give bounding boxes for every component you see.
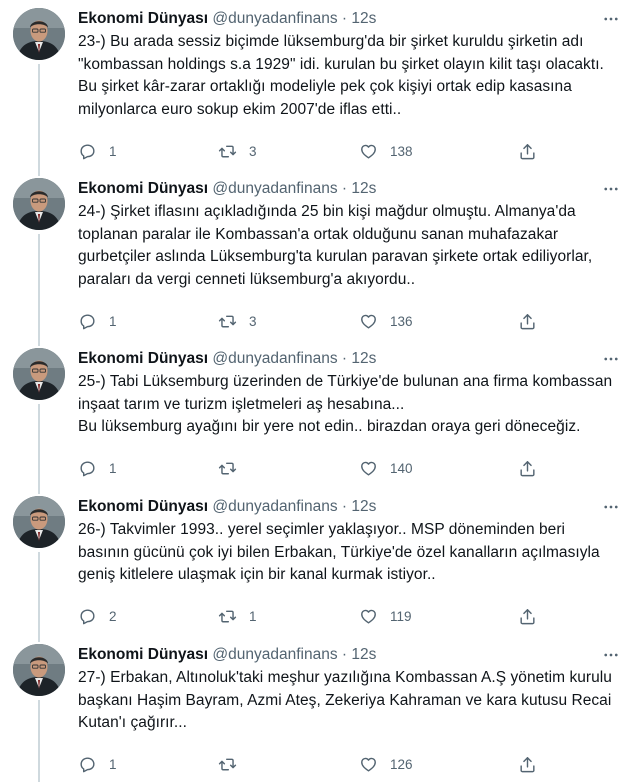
- author-handle[interactable]: @dunyadanfinans: [212, 10, 338, 27]
- tweet-header: [78, 8, 376, 30]
- thread-line: [38, 552, 40, 636]
- tweet-timestamp[interactable]: 12s: [351, 350, 377, 367]
- thread-line: [38, 488, 40, 494]
- reply-button[interactable]: [78, 605, 117, 629]
- reply-button[interactable]: [78, 753, 117, 777]
- tweet-text-line: Bu lüksemburg ayağını bir yere not edin.. birazdan oraya geri döneceğiz.: [78, 418, 581, 435]
- tweet-timestamp[interactable]: 12s: [351, 10, 377, 27]
- avatar[interactable]: [13, 348, 65, 400]
- tweet-text-line: milyonlarca euro sokup ekim 2007'de iflas etti..: [78, 100, 402, 118]
- tweet-text-line: başkanı Haşim Bayram, Azmi Ateş, Zekeriya Kahraman ve kara kutusu Recai: [78, 691, 612, 709]
- author-name[interactable]: Ekonomi Dünyası: [78, 498, 209, 515]
- tweet-actions: [78, 457, 618, 481]
- author-handle[interactable]: @dunyadanfinans: [212, 646, 338, 663]
- like-button[interactable]: [359, 139, 413, 163]
- thread-line: [38, 170, 40, 176]
- like-icon: [359, 607, 378, 626]
- tweet[interactable]: [0, 170, 635, 340]
- like-icon: [359, 459, 378, 478]
- author-name[interactable]: Ekonomi Dünyası: [78, 350, 209, 367]
- share-icon: [518, 142, 537, 161]
- reply-button[interactable]: [78, 139, 117, 163]
- share-button[interactable]: [518, 457, 537, 481]
- tweet-text-line: Kutan'ı çağırır...: [78, 714, 187, 731]
- like-icon: [359, 755, 378, 774]
- reply-count: 1: [109, 461, 117, 476]
- reply-icon: [78, 607, 97, 626]
- like-icon: [359, 312, 378, 331]
- thread-line: [38, 636, 40, 642]
- share-button[interactable]: [518, 139, 537, 163]
- like-count: 136: [390, 313, 413, 329]
- tweet-actions: [78, 139, 618, 163]
- separator-dot: ·: [341, 646, 348, 663]
- separator-dot: ·: [341, 350, 348, 367]
- tweet-text-line: basının gücünü çok iyi bilen Erbakan, Türkiye'de özel kanalların açılmasıyla: [78, 543, 600, 561]
- retweet-count: 1: [249, 609, 257, 624]
- author-handle[interactable]: @dunyadanfinans: [212, 350, 338, 367]
- retweet-button[interactable]: [218, 309, 257, 333]
- retweet-button[interactable]: [218, 753, 249, 777]
- tweet[interactable]: [0, 340, 635, 488]
- retweet-button[interactable]: [218, 605, 257, 629]
- thread-line: [38, 234, 40, 340]
- author-handle[interactable]: @dunyadanfinans: [212, 498, 338, 515]
- more-options-icon[interactable]: [601, 645, 621, 665]
- author-name[interactable]: Ekonomi Dünyası: [78, 180, 209, 197]
- like-count: 119: [390, 609, 412, 624]
- retweet-button[interactable]: [218, 139, 257, 163]
- retweet-icon: [218, 142, 237, 161]
- tweet-timestamp[interactable]: 12s: [351, 180, 377, 197]
- avatar[interactable]: [13, 8, 65, 60]
- tweet-text-line: toplanan paralar ile Kombassan'a ortak olduğunu sanan muhafazakar: [78, 225, 559, 243]
- like-button[interactable]: [359, 605, 412, 629]
- retweet-button[interactable]: [218, 457, 249, 481]
- tweet-actions: [78, 309, 618, 333]
- tweet-text-line: gurbetçiler aslında Lüksemburg'ta kurulan paravan şirkete ortak ediliyorlar,: [78, 248, 593, 265]
- tweet-header: [78, 496, 376, 518]
- like-count: 138: [390, 143, 413, 159]
- tweet-timestamp[interactable]: 12s: [351, 646, 377, 663]
- more-options-icon[interactable]: [601, 179, 621, 199]
- like-count: 126: [390, 757, 413, 772]
- like-button[interactable]: [359, 753, 413, 777]
- more-options-icon[interactable]: [601, 497, 621, 517]
- share-button[interactable]: [518, 753, 537, 777]
- tweet-actions: [78, 605, 618, 629]
- author-name[interactable]: Ekonomi Dünyası: [78, 646, 209, 663]
- separator-dot: ·: [341, 180, 348, 197]
- tweet-header: [78, 644, 376, 666]
- reply-icon: [78, 755, 97, 774]
- share-button[interactable]: [518, 309, 537, 333]
- tweet-text: [78, 201, 623, 291]
- tweet-header: [78, 348, 376, 370]
- reply-count: 1: [109, 757, 117, 772]
- tweet-timestamp[interactable]: 12s: [351, 498, 377, 515]
- tweet-text-line: 25-) Tabi Lüksemburg üzerinden de Türkiye'de bulunan ana firma kombassan: [78, 373, 613, 390]
- tweet-text-line: 26-) Takvimler 1993.. yerel seçimler yaklaşıyor.. MSP döneminden beri: [78, 521, 566, 538]
- retweet-count: 3: [249, 143, 257, 159]
- tweet-text-line: inşaat tarım ve turizm işletmeleri aş hesabına...: [78, 395, 405, 413]
- reply-button[interactable]: [78, 309, 117, 333]
- share-icon: [518, 607, 537, 626]
- tweet-text: [78, 519, 623, 587]
- tweet-text: [78, 31, 623, 121]
- more-options-icon[interactable]: [601, 9, 621, 29]
- retweet-icon: [218, 755, 237, 774]
- thread-line: [38, 700, 40, 782]
- more-options-icon[interactable]: [601, 349, 621, 369]
- separator-dot: ·: [341, 498, 348, 515]
- tweet[interactable]: [0, 0, 635, 170]
- like-button[interactable]: [359, 309, 413, 333]
- reply-count: 1: [109, 313, 117, 329]
- separator-dot: ·: [341, 10, 348, 27]
- tweet[interactable]: [0, 636, 635, 782]
- tweet-text-line: 24-) Şirket iflasını açıkladığında 25 bin kişi mağdur olmuştu. Almanya'da: [78, 203, 576, 220]
- like-icon: [359, 142, 378, 161]
- retweet-icon: [218, 459, 237, 478]
- thread-line: [38, 404, 40, 488]
- avatar[interactable]: [13, 644, 65, 696]
- tweet-header: [78, 178, 376, 200]
- reply-icon: [78, 142, 97, 161]
- tweet-text-line: geniş kitlelere ulaşmak için bir kanal kurmak istiyor..: [78, 566, 436, 583]
- share-icon: [518, 755, 537, 774]
- tweet-text-line: "kombassan holdings s.a 1929" idi. kurulan bu şirket olayın kilit taşı olacaktı.: [78, 55, 604, 73]
- share-icon: [518, 312, 537, 331]
- tweet-text-line: Bu şirket kâr-zarar ortaklığı modeliyle pek çok kişiyi ortak edip kasasına: [78, 78, 572, 95]
- avatar[interactable]: [13, 178, 65, 230]
- tweet-actions: [78, 753, 618, 777]
- tweet-text-line: 27-) Erbakan, Altınoluk'taki meşhur yazılığına Kombassan A.Ş yönetim kurulu: [78, 669, 612, 686]
- reply-count: 2: [109, 609, 117, 624]
- tweet-text-line: paraları da vergi cenneti lüksemburg'a akıyordu..: [78, 270, 416, 288]
- tweet-text: [78, 667, 623, 735]
- share-icon: [518, 459, 537, 478]
- retweet-icon: [218, 607, 237, 626]
- reply-icon: [78, 459, 97, 478]
- tweet-text: [78, 371, 623, 439]
- like-button[interactable]: [359, 457, 413, 481]
- avatar[interactable]: [13, 496, 65, 548]
- retweet-icon: [218, 312, 237, 331]
- tweet[interactable]: [0, 488, 635, 636]
- author-name[interactable]: Ekonomi Dünyası: [78, 10, 209, 27]
- reply-count: 1: [109, 143, 117, 159]
- tweet-text-line: 23-) Bu arada sessiz biçimde lüksemburg'da bir şirket kuruldu şirketin adı: [78, 33, 584, 50]
- reply-icon: [78, 312, 97, 331]
- thread-line: [38, 64, 40, 170]
- reply-button[interactable]: [78, 457, 117, 481]
- retweet-count: 3: [249, 313, 257, 329]
- thread-line: [38, 340, 40, 346]
- share-button[interactable]: [518, 605, 537, 629]
- like-count: 140: [390, 461, 413, 476]
- author-handle[interactable]: @dunyadanfinans: [212, 180, 338, 197]
